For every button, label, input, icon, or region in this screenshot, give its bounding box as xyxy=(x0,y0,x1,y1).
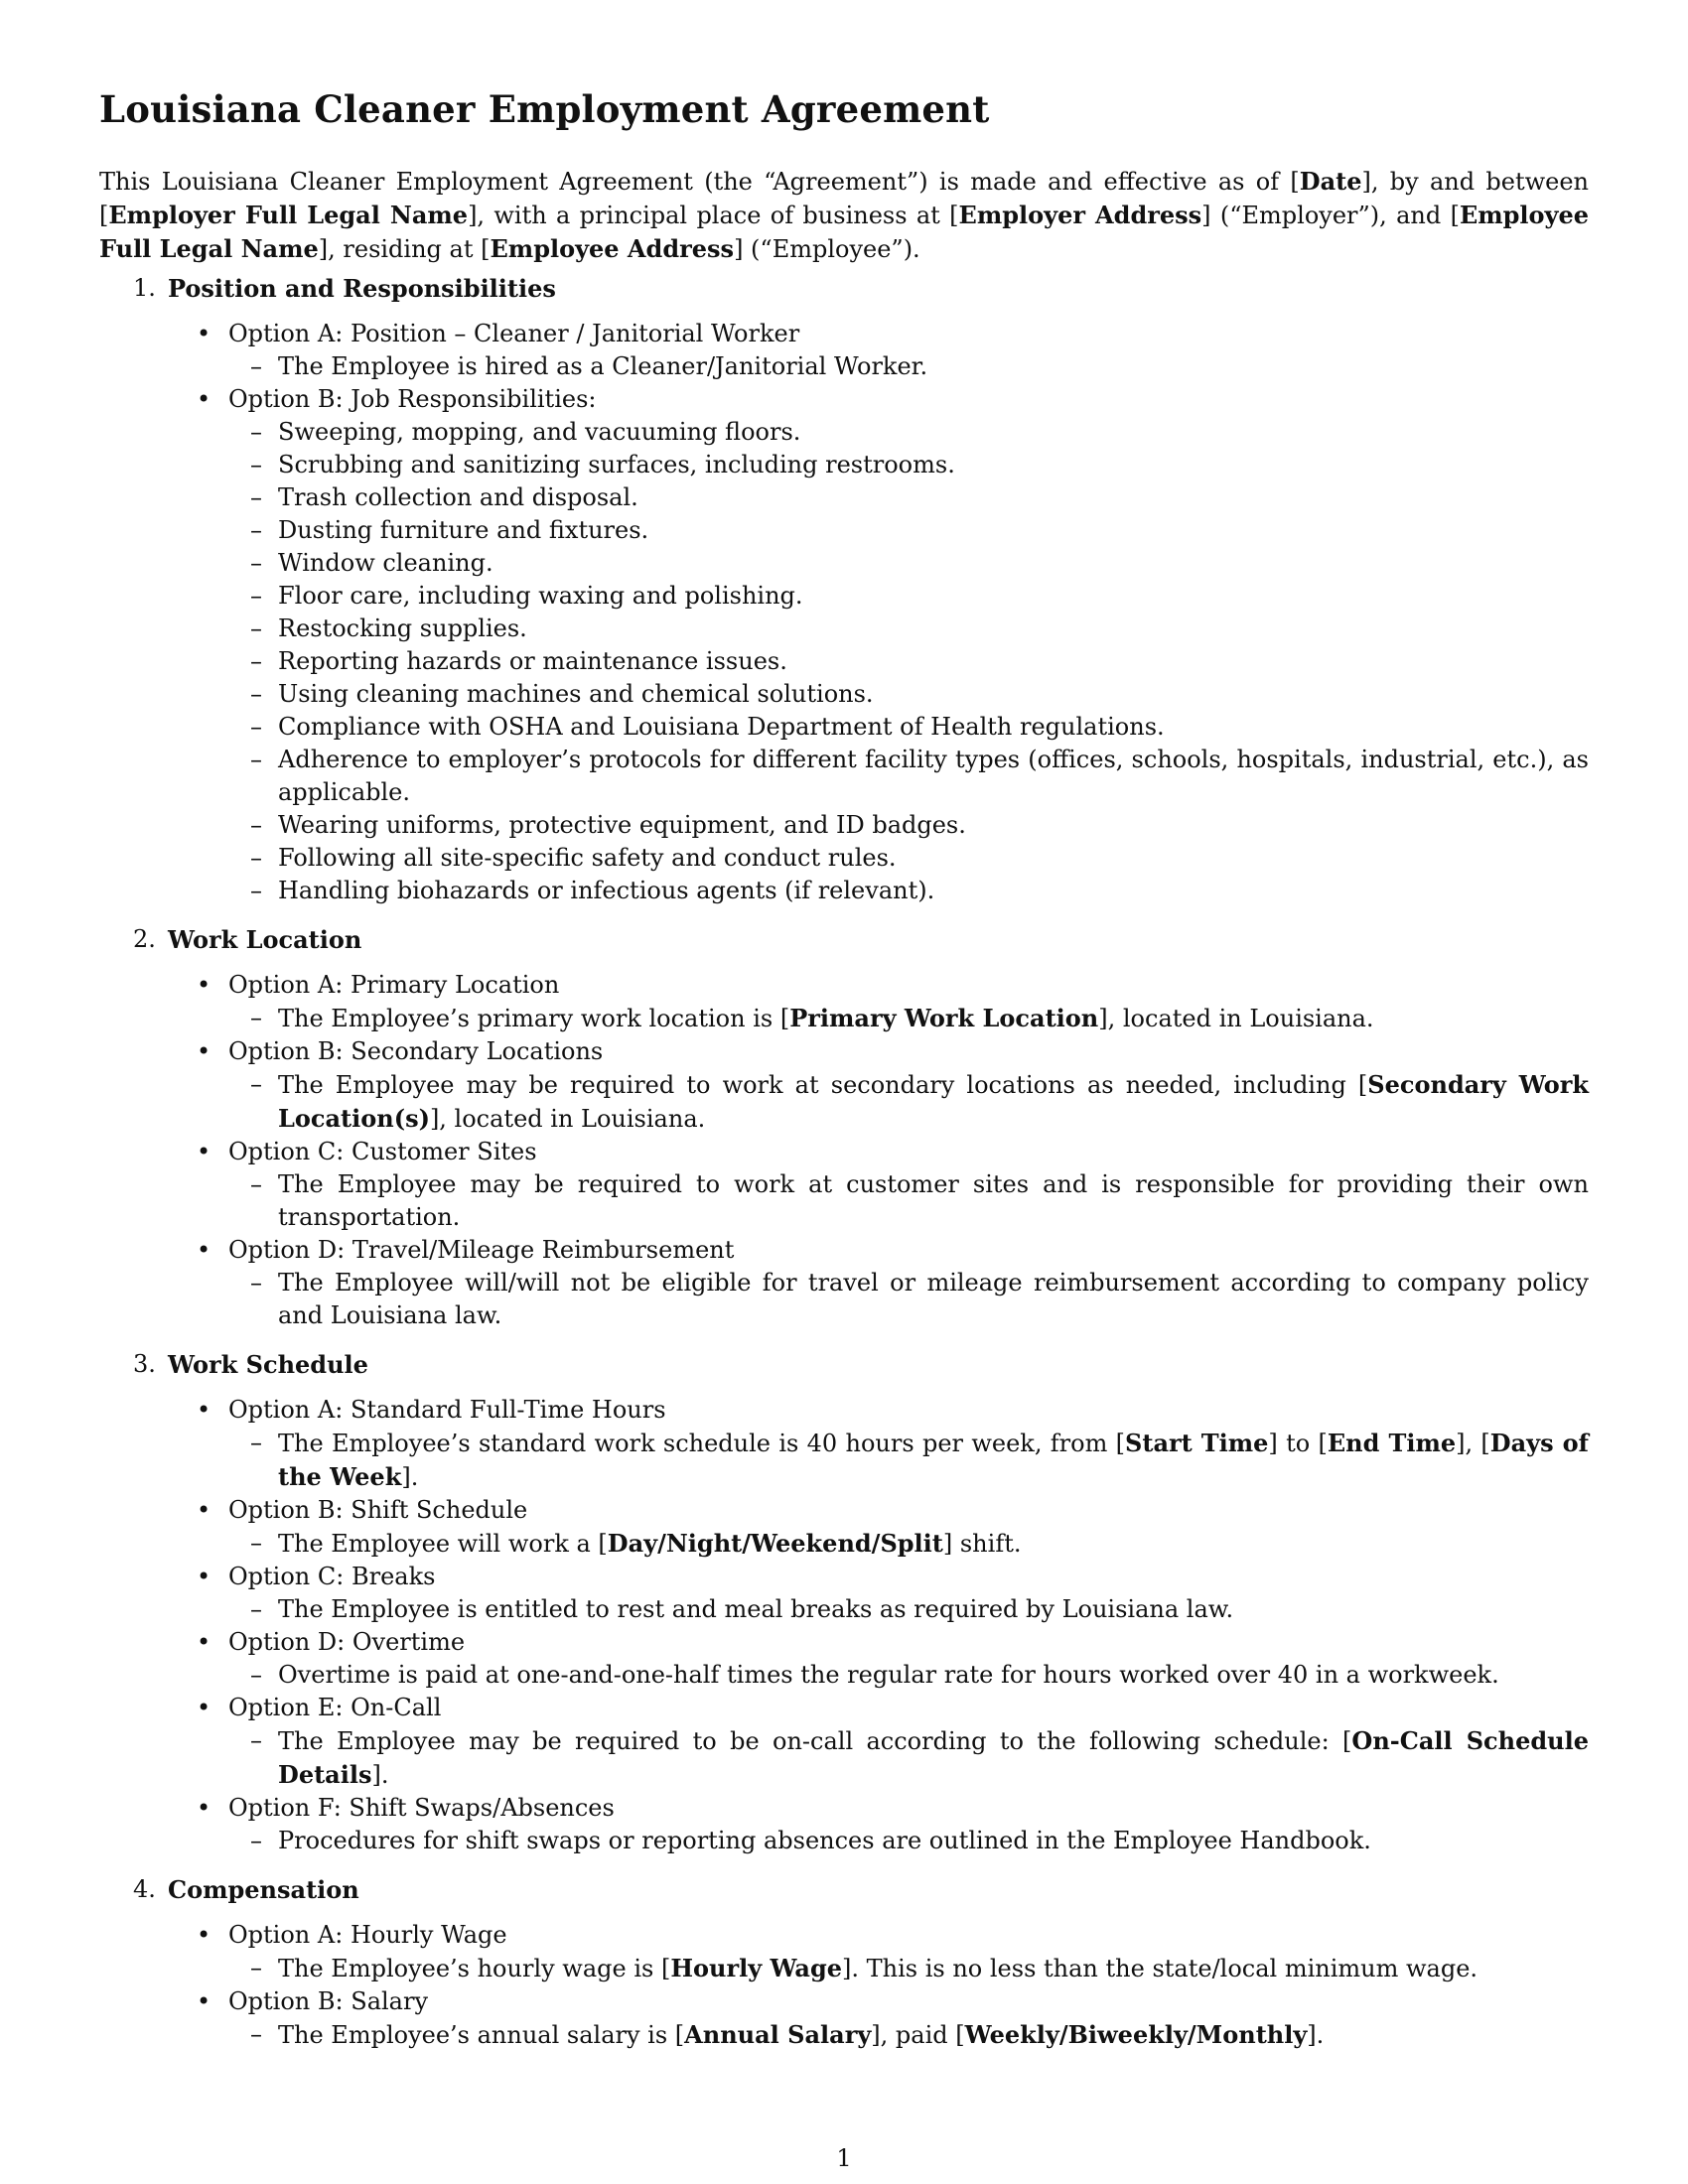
sub-item xyxy=(99,678,1589,711)
section-heading xyxy=(99,1873,1589,1907)
option-label: Option F: Shift Swaps/Absences xyxy=(228,1794,615,1822)
placeholder-field: Day/Night/Weekend/Split xyxy=(607,1529,943,1558)
option-item xyxy=(99,1035,1589,1136)
section-heading xyxy=(99,923,1589,957)
dash-icon: – xyxy=(250,1070,262,1098)
dash-icon: – xyxy=(250,418,262,446)
sub-item xyxy=(99,1659,1589,1692)
dash-icon: – xyxy=(250,1170,262,1198)
placeholder-field: Date xyxy=(1299,167,1362,196)
sub-item xyxy=(99,1593,1589,1626)
sub-item-list xyxy=(228,1952,1589,1985)
bullet-icon: • xyxy=(197,385,211,413)
sub-item-list xyxy=(228,1427,1589,1494)
bullet-icon: • xyxy=(197,1138,211,1165)
option-label: Option B: Salary xyxy=(228,1987,429,2015)
intro-text: [ xyxy=(99,202,109,229)
dash-icon: – xyxy=(250,516,262,544)
sub-item xyxy=(99,481,1589,514)
sub-item-text: Trash collection and disposal. xyxy=(278,483,638,511)
sub-item-text: Window cleaning. xyxy=(278,549,493,577)
sub-item-text: ], located in Louisiana. xyxy=(429,1105,706,1133)
bullet-icon: • xyxy=(197,320,211,347)
sub-item xyxy=(99,1724,1589,1792)
sub-item-list xyxy=(228,1527,1589,1561)
dash-icon: – xyxy=(250,1529,262,1557)
dash-icon: – xyxy=(250,877,262,904)
sub-item-text: The Employee may be required to be on-call according to the following schedule: [ xyxy=(278,1727,1352,1755)
option-item xyxy=(99,1394,1589,1494)
sub-item xyxy=(99,1825,1589,1857)
option-label: Option B: Shift Schedule xyxy=(228,1496,528,1524)
dash-icon: – xyxy=(250,811,262,839)
option-label: Option A: Position – Cleaner / Janitorial Worker xyxy=(228,320,800,347)
sub-item-text: Restocking supplies. xyxy=(278,614,527,642)
bullet-icon: • xyxy=(197,1563,211,1590)
section-title: Compensation xyxy=(168,1875,359,1904)
sub-item xyxy=(99,842,1589,875)
sub-item xyxy=(99,875,1589,907)
bullet-icon: • xyxy=(197,971,211,999)
dash-icon: – xyxy=(250,549,262,577)
sub-item-text: The Employee’s primary work location is [ xyxy=(278,1005,790,1032)
sub-item xyxy=(99,514,1589,547)
option-item xyxy=(99,969,1589,1035)
section-number: 4. xyxy=(133,1875,156,1903)
intro-paragraph xyxy=(99,165,1589,266)
placeholder-field: Employee Address xyxy=(490,234,735,263)
intro-text: ], with a principal place of business at xyxy=(468,202,950,229)
sub-item-text: ] to [ xyxy=(1268,1430,1328,1457)
placeholder-field: On-Call Schedule Details xyxy=(278,1726,1589,1789)
section-number: 2. xyxy=(133,925,156,953)
sub-item-list xyxy=(228,1593,1589,1626)
sub-item-text: Wearing uniforms, protective equipment, and ID badges. xyxy=(278,811,966,839)
dash-icon: – xyxy=(250,2020,262,2048)
sub-item-text: ], located in Louisiana. xyxy=(1098,1005,1374,1032)
bullet-icon: • xyxy=(197,1037,211,1065)
section xyxy=(99,1873,1589,2052)
option-item xyxy=(99,318,1589,383)
option-item xyxy=(99,1234,1589,1332)
dash-icon: – xyxy=(250,1269,262,1297)
sub-item-text: Procedures for shift swaps or reporting absences are outlined in the Employee Handbook. xyxy=(278,1827,1371,1854)
intro-text: ] (“Employee”). xyxy=(734,235,920,263)
option-item xyxy=(99,383,1589,907)
sub-item xyxy=(99,1168,1589,1234)
option-list xyxy=(99,969,1589,1332)
option-item xyxy=(99,1692,1589,1792)
sub-item xyxy=(99,416,1589,449)
dash-icon: – xyxy=(250,1595,262,1623)
option-label: Option D: Overtime xyxy=(228,1628,466,1656)
placeholder-field: Weekly/Biweekly/Monthly xyxy=(964,2020,1308,2049)
bullet-icon: • xyxy=(197,1794,211,1822)
sub-item xyxy=(99,809,1589,842)
document-page xyxy=(99,87,1589,2068)
sub-item-text: ]. xyxy=(1307,2021,1325,2049)
placeholder-field: Employee Full Legal Name xyxy=(99,201,1590,263)
sub-item-text: Dusting furniture and fixtures. xyxy=(278,516,649,544)
sub-item-text: Reporting hazards or maintenance issues. xyxy=(278,647,787,675)
sub-item-text: Adherence to employer’s protocols for different facility types (offices, schools, hospitals, industrial, etc.), as applicable. xyxy=(278,746,1589,806)
option-label: Option A: Primary Location xyxy=(228,971,560,999)
sub-item-text: The Employee may be required to work at customer sites and is responsible for providing their own transportation. xyxy=(278,1170,1589,1231)
placeholder-field: Secondary Work Location(s) xyxy=(278,1070,1589,1133)
section-title: Position and Responsibilities xyxy=(168,274,556,303)
intro-text: [ xyxy=(481,235,491,263)
sub-item-list xyxy=(228,350,1589,383)
section-title: Work Schedule xyxy=(168,1350,368,1379)
sub-item-list xyxy=(228,1267,1589,1332)
bullet-icon: • xyxy=(197,1694,211,1721)
dash-icon: – xyxy=(250,614,262,642)
bullet-icon: • xyxy=(197,1396,211,1424)
option-label: Option E: On-Call xyxy=(228,1694,442,1721)
bullet-icon: • xyxy=(197,1921,211,1949)
sub-item-text: ] shift. xyxy=(942,1530,1022,1558)
option-item xyxy=(99,1792,1589,1857)
sub-item-list xyxy=(228,1068,1589,1136)
bullet-icon: • xyxy=(197,1628,211,1656)
dash-icon: – xyxy=(250,713,262,741)
intro-text: [ xyxy=(1290,168,1300,196)
section xyxy=(99,1348,1589,1857)
sub-item xyxy=(99,580,1589,613)
sub-item-text: ]. xyxy=(401,1463,419,1491)
bullet-icon: • xyxy=(197,1496,211,1524)
sub-item xyxy=(99,1527,1589,1561)
sub-item-text: Compliance with OSHA and Louisiana Department of Health regulations. xyxy=(278,713,1165,741)
intro-text: ], by and between xyxy=(1361,168,1590,196)
sub-item xyxy=(99,1427,1589,1494)
dash-icon: – xyxy=(250,451,262,478)
document-title: Louisiana Cleaner Employment Agreement xyxy=(99,87,990,131)
section-number: 3. xyxy=(133,1350,156,1378)
option-label: Option A: Hourly Wage xyxy=(228,1921,507,1949)
option-item xyxy=(99,1919,1589,1985)
sub-item-text: Handling biohazards or infectious agents (if relevant). xyxy=(278,877,935,904)
sub-item xyxy=(99,744,1589,809)
sub-item-text: The Employee will work a [ xyxy=(278,1530,608,1558)
option-item xyxy=(99,1626,1589,1692)
sub-item xyxy=(99,2018,1589,2052)
placeholder-field: Annual Salary xyxy=(684,2020,872,2049)
sub-item-text: ], [ xyxy=(1456,1430,1490,1457)
sub-item-list xyxy=(228,1002,1589,1035)
section xyxy=(99,923,1589,1332)
option-list xyxy=(99,1394,1589,1857)
section xyxy=(99,272,1589,907)
option-item xyxy=(99,1136,1589,1234)
dash-icon: – xyxy=(250,483,262,511)
sub-item-list xyxy=(228,1659,1589,1692)
sub-item-text: Using cleaning machines and chemical solutions. xyxy=(278,680,874,708)
sub-item-list xyxy=(228,1168,1589,1234)
intro-text: This Louisiana Cleaner Employment Agreement (the “Agreement”) is made and effective as of xyxy=(99,168,1291,196)
sub-item-text: The Employee’s standard work schedule is 40 hours per week, from [ xyxy=(278,1430,1126,1457)
dash-icon: – xyxy=(250,582,262,610)
option-item xyxy=(99,1561,1589,1626)
option-item xyxy=(99,1985,1589,2052)
option-label: Option A: Standard Full-Time Hours xyxy=(228,1396,666,1424)
intro-text: ] (“Employer”), and xyxy=(1201,202,1451,229)
dash-icon: – xyxy=(250,844,262,872)
placeholder-field: Days of the Week xyxy=(278,1429,1589,1491)
bullet-icon: • xyxy=(197,1987,211,2015)
placeholder-field: Hourly Wage xyxy=(670,1954,843,1982)
dash-icon: – xyxy=(250,647,262,675)
dash-icon: – xyxy=(250,746,262,773)
option-label: Option B: Job Responsibilities: xyxy=(228,385,597,413)
option-label: Option B: Secondary Locations xyxy=(228,1037,604,1065)
option-label: Option C: Customer Sites xyxy=(228,1138,537,1165)
placeholder-field: Employer Address xyxy=(958,201,1202,229)
dash-icon: – xyxy=(250,1726,262,1754)
sub-item-text: ], paid [ xyxy=(871,2021,965,2049)
sub-item-text: The Employee’s annual salary is [ xyxy=(278,2021,685,2049)
option-label: Option D: Travel/Mileage Reimbursement xyxy=(228,1236,735,1264)
sub-item xyxy=(99,645,1589,678)
intro-text: [ xyxy=(1450,202,1460,229)
sub-item-text: The Employee may be required to work at secondary locations as needed, including [ xyxy=(278,1071,1368,1099)
sub-item-list xyxy=(228,416,1589,907)
dash-icon: – xyxy=(250,1429,262,1456)
dash-icon: – xyxy=(250,1661,262,1689)
section-title: Work Location xyxy=(168,925,362,954)
section-list xyxy=(99,272,1589,2052)
sub-item-text: Scrubbing and sanitizing surfaces, including restrooms. xyxy=(278,451,955,478)
sub-item xyxy=(99,1952,1589,1985)
sub-item-text: Following all site-specific safety and conduct rules. xyxy=(278,844,897,872)
placeholder-field: Employer Full Legal Name xyxy=(108,201,469,229)
sub-item xyxy=(99,711,1589,744)
sub-item-text: Sweeping, mopping, and vacuuming floors. xyxy=(278,418,801,446)
sub-item-text: The Employee is entitled to rest and meal breaks as required by Louisiana law. xyxy=(278,1595,1234,1623)
sub-item xyxy=(99,547,1589,580)
section-heading xyxy=(99,1348,1589,1382)
intro-text: ], residing at xyxy=(318,235,482,263)
option-item xyxy=(99,1494,1589,1561)
sub-item-text: The Employee will/will not be eligible for travel or mileage reimbursement according to company policy and Louisiana law. xyxy=(278,1269,1589,1329)
bullet-icon: • xyxy=(197,1236,211,1264)
dash-icon: – xyxy=(250,352,262,380)
sub-item-text: Floor care, including waxing and polishing. xyxy=(278,582,803,610)
placeholder-field: Primary Work Location xyxy=(789,1004,1099,1032)
dash-icon: – xyxy=(250,1954,262,1981)
sub-item-text: Overtime is paid at one-and-one-half times the regular rate for hours worked over 40 in a workweek. xyxy=(278,1661,1499,1689)
sub-item-list xyxy=(228,1825,1589,1857)
sub-item-text: The Employee’s hourly wage is [ xyxy=(278,1955,671,1982)
sub-item-text: ]. This is no less than the state/local minimum wage. xyxy=(842,1955,1478,1982)
sub-item xyxy=(99,449,1589,481)
page-number: 1 xyxy=(836,2144,852,2172)
intro-text: [ xyxy=(949,202,959,229)
sub-item xyxy=(99,1267,1589,1332)
dash-icon: – xyxy=(250,1827,262,1854)
sub-item xyxy=(99,1068,1589,1136)
placeholder-field: Start Time xyxy=(1125,1429,1269,1457)
section-heading xyxy=(99,272,1589,306)
option-list xyxy=(99,1919,1589,2052)
sub-item xyxy=(99,613,1589,645)
sub-item xyxy=(99,350,1589,383)
placeholder-field: End Time xyxy=(1327,1429,1457,1457)
dash-icon: – xyxy=(250,680,262,708)
sub-item-list xyxy=(228,1724,1589,1792)
dash-icon: – xyxy=(250,1004,262,1031)
section-number: 1. xyxy=(133,274,156,302)
option-list xyxy=(99,318,1589,907)
sub-item-text: ]. xyxy=(371,1761,389,1789)
option-label: Option C: Breaks xyxy=(228,1563,436,1590)
sub-item-list xyxy=(228,2018,1589,2052)
sub-item-text: The Employee is hired as a Cleaner/Janitorial Worker. xyxy=(278,352,928,380)
sub-item xyxy=(99,1002,1589,1035)
